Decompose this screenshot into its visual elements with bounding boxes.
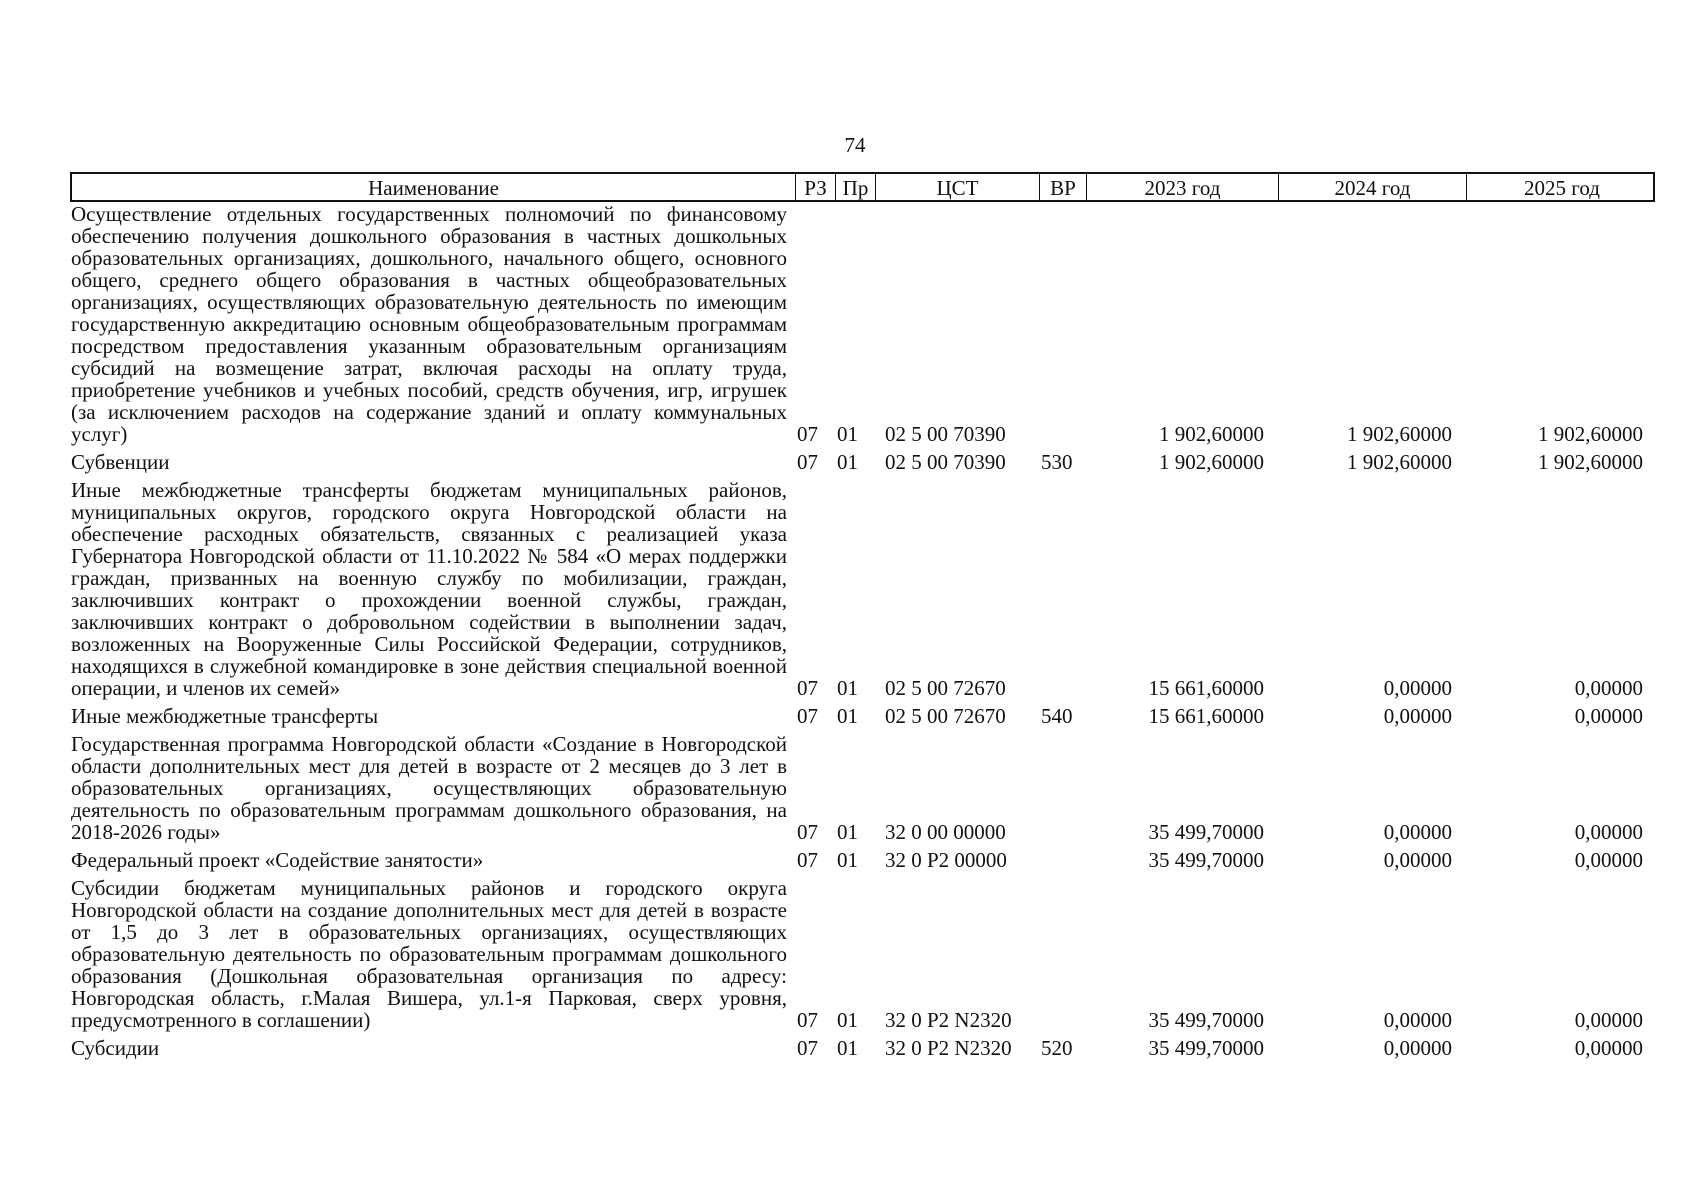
row-name: Иные межбюджетные трансферты: [71, 704, 379, 728]
row-rz: 07: [797, 820, 818, 844]
row-2024: 0,00000: [1383, 1036, 1452, 1060]
table-row: [70, 849, 1655, 871]
table-row: [70, 479, 1655, 699]
row-cst: 02 5 00 70390: [885, 422, 1006, 446]
row-2025: 0,00000: [1574, 848, 1643, 872]
row-2023: 15 661,60000: [1148, 676, 1264, 700]
header-pr: Пр: [835, 174, 875, 200]
row-2024: 0,00000: [1383, 1008, 1452, 1032]
row-2023: 35 499,70000: [1148, 1036, 1264, 1060]
row-cst: 32 0 P2 00000: [885, 848, 1007, 872]
row-rz: 07: [797, 422, 818, 446]
row-2025: 1 902,60000: [1538, 450, 1643, 474]
row-name: Осуществление отдельных государственных полномочий по финансовому обеспечению получения дошкольного образования в частных дошкольных образовательных организациях, дошкольного, начального общего, основного общего, среднего общего образования в частных общеобразовательных организациях, осуществляющих образовательную деятельность по имеющим государственную аккредитацию основным общеобразовательным программам посредством предоставления указанным образовательным организациям субсидий на возмещение затрат, включая расходы на оплату труда, приобретение учебников и учебных пособий, средств обучения, игр, игрушек (за исключением расходов на содержание зданий и оплату коммунальных услуг): [71, 202, 787, 446]
row-rz: 07: [797, 704, 818, 728]
table-header: [70, 172, 1655, 202]
row-2023: 1 902,60000: [1159, 422, 1264, 446]
row-name: Субсидии: [71, 1036, 160, 1060]
row-pr: 01: [837, 422, 858, 446]
row-pr: 01: [837, 848, 858, 872]
row-cst: 02 5 00 72670: [885, 704, 1006, 728]
row-name: Федеральный проект «Содействие занятости»: [71, 848, 484, 872]
row-2025: 0,00000: [1574, 704, 1643, 728]
row-rz: 07: [797, 450, 818, 474]
header-rz: РЗ: [795, 174, 835, 200]
header-name: Наименование: [368, 176, 499, 200]
row-2024: 0,00000: [1383, 820, 1452, 844]
row-pr: 01: [837, 704, 858, 728]
row-2025: 0,00000: [1574, 820, 1643, 844]
row-pr: 01: [837, 676, 858, 700]
header-2025: 2025 год: [1466, 174, 1657, 200]
row-rz: 07: [797, 676, 818, 700]
row-2023: 35 499,70000: [1148, 820, 1264, 844]
table-row: [70, 705, 1655, 727]
row-vr: 540: [1041, 704, 1073, 728]
row-name: Субвенции: [71, 450, 170, 474]
page-number: 74: [844, 133, 866, 157]
row-rz: 07: [797, 1008, 818, 1032]
row-2023: 15 661,60000: [1148, 704, 1264, 728]
row-cst: 02 5 00 72670: [885, 676, 1006, 700]
row-pr: 01: [837, 1008, 858, 1032]
row-2024: 1 902,60000: [1347, 450, 1452, 474]
row-2025: 0,00000: [1574, 1036, 1643, 1060]
header-cst: ЦСТ: [875, 174, 1039, 200]
header-2024: 2024 год: [1278, 174, 1466, 200]
table-row: [70, 1037, 1655, 1059]
header-vr: ВР: [1039, 174, 1086, 200]
table-row: [70, 203, 1655, 445]
header-2023: 2023 год: [1086, 174, 1278, 200]
row-2023: 35 499,70000: [1148, 1008, 1264, 1032]
row-2023: 1 902,60000: [1159, 450, 1264, 474]
row-2025: 1 902,60000: [1538, 422, 1643, 446]
row-cst: 32 0 P2 N2320: [885, 1008, 1012, 1032]
row-name: Государственная программа Новгородской области «Создание в Новгородской области дополнительных мест для детей в возрасте от 2 месяцев до 3 лет в образовательных организациях, осуществляющих образовательную деятельность по образовательным программам дошкольного образования, на 2018-2026 годы»: [71, 732, 787, 844]
row-pr: 01: [837, 820, 858, 844]
row-2024: 0,00000: [1383, 704, 1452, 728]
budget-table: [70, 172, 1655, 1059]
row-cst: 32 0 00 00000: [885, 820, 1006, 844]
table-body: [70, 203, 1655, 1059]
row-pr: 01: [837, 1036, 858, 1060]
row-name: Иные межбюджетные трансферты бюджетам муниципальных районов, муниципальных округов, городского округа Новгородской области на обеспечение расходных обязательств, связанных с реализацией указа Губернатора Новгородской области от 11.10.2022 № 584 «О мерах поддержки граждан, призванных на военную службу по мобилизации, граждан, заключивших контракт о прохождении военной службы, граждан, заключивших контракт о добровольном содействии в выполнении задач, возложенных на Вооруженные Силы Российской Федерации, сотрудников, находящихся в служебной командировке в зоне действия специальной военной операции, и членов их семей»: [71, 478, 787, 700]
row-vr: 520: [1041, 1036, 1073, 1060]
row-name: Субсидии бюджетам муниципальных районов и городского округа Новгородской области на создание дополнительных мест для детей в возрасте от 1,5 до 3 лет в образовательных организациях, осуществляющих образовательную деятельность по образовательным программам дошкольного образования (Дошкольная образовательная организация по адресу: Новгородская область, г.Малая Вишера, ул.1-я Парковая, сверх уровня, предусмотренного в соглашении): [71, 876, 787, 1032]
row-2025: 0,00000: [1574, 1008, 1643, 1032]
table-row: [70, 451, 1655, 473]
table-row: [70, 733, 1655, 843]
table-row: [70, 877, 1655, 1031]
row-2024: 0,00000: [1383, 848, 1452, 872]
row-vr: 530: [1041, 450, 1073, 474]
row-cst: 02 5 00 70390: [885, 450, 1006, 474]
row-2023: 35 499,70000: [1148, 848, 1264, 872]
row-2025: 0,00000: [1574, 676, 1643, 700]
row-rz: 07: [797, 848, 818, 872]
row-2024: 0,00000: [1383, 676, 1452, 700]
row-pr: 01: [837, 450, 858, 474]
row-2024: 1 902,60000: [1347, 422, 1452, 446]
row-cst: 32 0 P2 N2320: [885, 1036, 1012, 1060]
row-rz: 07: [797, 1036, 818, 1060]
